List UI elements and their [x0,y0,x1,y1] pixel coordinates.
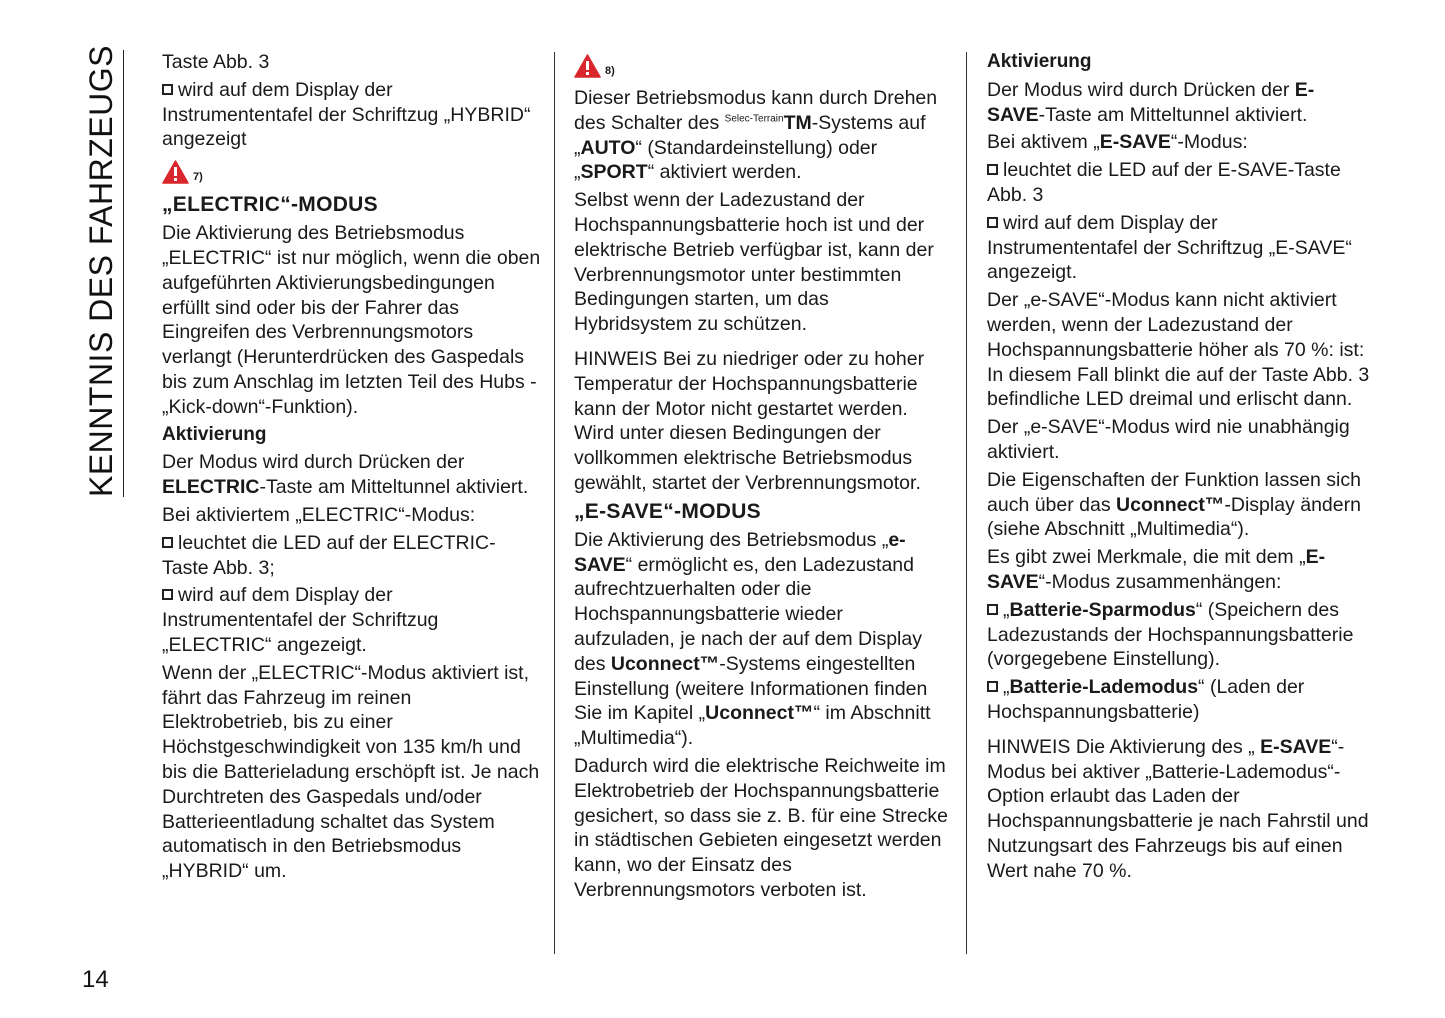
section-title-vertical [74,45,124,497]
checkbox-bullet-icon [987,604,998,615]
column-1 [162,50,542,887]
list-item: wird auf dem Display der Instrumententafel der Schriftzug „ELECTRIC“ angezeigt. [162,584,439,656]
paragraph: Die Aktivierung des Betriebsmodus „ELECTRIC“ ist nur möglich, wenn die oben aufgeführten Aktivierungsbedingungen erfüllt sind oder bis der Fahrer das Eingreifen des Verbrennungsmotors verlangt (Herunterdrücken des Gaspedals bis zum Anschlag im letzten Teil des Hubs - „Kick-down“-Funktion). [162,222,541,418]
paragraph: Taste Abb. 3 [162,51,270,73]
paragraph: Der „e-SAVE“-Modus wird nie unabhängig aktiviert. [987,416,1350,463]
warning-ref-number: 7) [193,171,203,184]
checkbox-bullet-icon [987,164,998,175]
warning-triangle-icon [162,160,189,184]
paragraph: Der „e-SAVE“-Modus kann nicht aktiviert werden, wenn der Ladezustand der Hochspannungsbatterie höher als 70 %: ist: In diesem Fall blinkt die auf der Taste Abb. 3 befindliche LED dreimal und erlischt dann. [987,289,1370,411]
section-heading: „E-SAVE“-MODUS [574,499,761,523]
paragraph: Dadurch wird die elektrische Reichweite im Elektrobetrieb der Hochspannungsbatterie gesichert, so dass sie z. B. für eine Strecke in städtischen Gebieten eingesetzt werden kann, wo der Einsatz des Verbrennungsmotors verboten ist. [574,754,948,901]
note-paragraph: HINWEIS Die Aktivierung des „ E-SAVE“-Modus bei aktiver „Batterie-Lademodus“-Option erlaubt das Laden der Hochspannungsbatterie je nach Fahrstil und Nutzungsart des Fahrzeugs bis auf einen Wert nahe 70 %. [987,735,1369,882]
paragraph: Dieser Betriebsmodus kann durch Drehen des Schalter des $^{Selec-Terrain}$TM-Systems auf „AUTO“ (Standardeinstellung) oder „SPORT“ aktiviert werden. [574,87,938,184]
list-item: leuchtet die LED auf der E-SAVE-Taste Abb. 3 [987,159,1341,206]
checkbox-bullet-icon [987,217,998,228]
list-item: leuchtet die LED auf der ELECTRIC-Taste Abb. 3; [162,531,496,579]
page-number: 14 [82,966,109,993]
section-title: KENNTNIS DES FAHRZEUGS [83,45,119,497]
section-heading: „ELECTRIC“-MODUS [162,193,378,217]
checkbox-bullet-icon [162,589,173,600]
paragraph: Selbst wenn der Ladezustand der Hochspannungsbatterie hoch ist und der elektrische Betrieb verfügbar ist, kann der Verbrennungsmotor unter bestimmten Bedingungen starten, um das Hybridsystem zu schützen. [574,189,934,336]
warning-reference [574,50,949,78]
subheading: Aktivierung [162,423,267,445]
column-divider [554,52,555,954]
paragraph: Bei aktiviertem „ELECTRIC“-Modus: [162,503,476,526]
paragraph: Es gibt zwei Merkmale, die mit dem „E-SAVE“-Modus zusammenhängen: [987,546,1326,593]
paragraph: Die Aktivierung des Betriebsmodus „e-SAVE“ ermöglicht es, den Ladezustand aufrechtzuerhalten oder die Hochspannungsbatterie wieder aufzuladen, je nach der auf dem Display des Uconnect™-Systems eingestellten Einstellung (weitere Informationen finden Sie im Kapitel „Uconnect™“ im Abschnitt „Multimedia“). [574,528,931,750]
paragraph: Der Modus wird durch Drücken der E-SAVE-Taste am Mitteltunnel aktiviert. [987,78,1315,126]
column-2 [574,50,949,906]
list-item: „Batterie-Sparmodus“ (Speichern des Ladezustands der Hochspannungsbatterie (vorgegebene Einstellung). [987,598,1354,671]
checkbox-bullet-icon [162,537,173,548]
column-3 [987,50,1372,887]
checkbox-bullet-icon [162,84,173,95]
paragraph: Die Eigenschaften der Funktion lassen sich auch über das Uconnect™-Display ändern (siehe Abschnitt „Multimedia“). [987,468,1361,541]
list-item: wird auf dem Display der Instrumententafel der Schriftzug „E-SAVE“ angezeigt. [987,211,1352,284]
warning-triangle-icon [574,54,601,78]
list-item: „Batterie-Lademodus“ (Laden der Hochspannungsbatterie) [987,676,1305,723]
paragraph: Wenn der „ELECTRIC“-Modus aktiviert ist, fährt das Fahrzeug im reinen Elektrobetrieb, bis zu einer Höchstgeschwindigkeit von 135 km/h und bis die Batterieladung erschöpft ist. Je nach Durchtreten des Gaspedals und/oder Batterieentladung schaltet das System automatisch in den Betriebsmodus „HYBRID“ um. [162,661,540,883]
column-divider [966,52,967,954]
checkbox-bullet-icon [987,681,998,692]
list-item: wird auf dem Display der Instrumententafel der Schriftzug „HYBRID“ angezeigt [162,78,531,151]
note-paragraph: HINWEIS Bei zu niedriger oder zu hoher Temperatur der Hochspannungsbatterie kann der Motor nicht gestartet werden. Wird unter diesen Bedingungen der vollkommen elektrische Betriebsmodus gewählt, startet der Verbrennungsmotor. [574,347,925,494]
warning-ref-number: 8) [605,65,615,77]
warning-reference [162,156,542,184]
paragraph: Bei aktivem „E-SAVE“-Modus: [987,131,1248,154]
paragraph: Der Modus wird durch Drücken der ELECTRIC-Taste am Mitteltunnel aktiviert. [162,451,529,499]
subheading: Aktivierung [987,51,1092,72]
